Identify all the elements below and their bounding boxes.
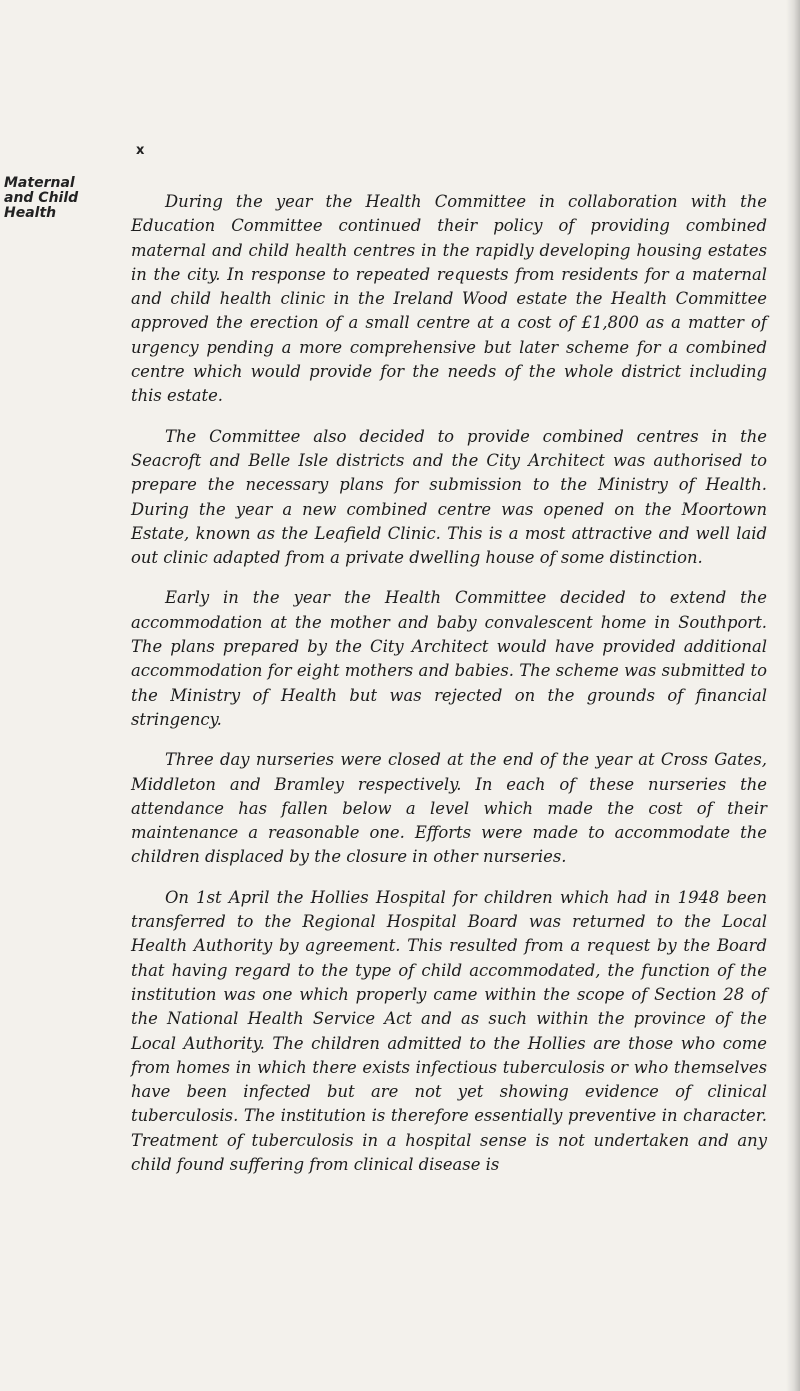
paragraph-3: Early in the year the Health Committee decided to extend the accommodation at the mother and baby convalescent home in Southport. The plans prepared by the City Architect would have provided additional accommodation for eight mothers and babies. The scheme was submitted to the Ministry of Health but was rejected on the grounds of financial stringency. bbox=[131, 588, 767, 729]
margin-heading-line-3: Health bbox=[4, 205, 57, 221]
page-number: x bbox=[136, 143, 145, 158]
body-text bbox=[131, 190, 767, 1193]
margin-heading-line-1: Maternal bbox=[4, 175, 75, 191]
margin-heading bbox=[4, 176, 96, 221]
paragraph-1: During the year the Health Committee in collaboration with the Education Committee continued their policy of providing combined maternal and child health centres in the rapidly developing housing estates in the city. In response to repeated requests from residents for a maternal and child health clinic in the Ireland Wood estate the Health Committee approved the erection of a small centre at a cost of £1,800 as a matter of urgency pending a more comprehensive but later scheme for a combined centre which would provide for the needs of the whole district including this estate. bbox=[131, 192, 767, 406]
paragraph-4: Three day nurseries were closed at the end of the year at Cross Gates, Middleton and Bramley respectively. In each of these nurseries the attendance has fallen below a level which made the cost of their maintenance a reasonable one. Efforts were made to accommodate the children displaced by the closure in other nurseries. bbox=[131, 750, 767, 867]
paragraph-5: On 1st April the Hollies Hospital for children which had in 1948 been transferred to the Regional Hospital Board was returned to the Local Health Authority by agreement. This resulted from a request by the Board that having regard to the type of child accommodated, the function of the institution was one which properly came within the scope of Section 28 of the National Health Service Act and as such within the province of the Local Authority. The children admitted to the Hollies are those who come from homes in which there exists infectious tuberculosis or who themselves have been infected but are not yet showing evidence of clinical tuberculosis. The institution is therefore essentially preventive in character. Treatment of tuberculosis in a hospital sense is not undertaken and any child found suffering from clinical disease is bbox=[131, 887, 767, 1174]
paragraph-2: The Committee also decided to provide combined centres in the Seacroft and Belle Isle districts and the City Architect was authorised to prepare the necessary plans for submission to the Ministry of Health. During the year a new combined centre was opened on the Moortown Estate, known as the Leafield Clinic. This is a most attractive and well laid out clinic adapted from a private dwelling house of some distinction. bbox=[131, 426, 767, 568]
margin-heading-line-2: and Child bbox=[4, 190, 79, 206]
page-edge-shadow bbox=[786, 0, 800, 1391]
